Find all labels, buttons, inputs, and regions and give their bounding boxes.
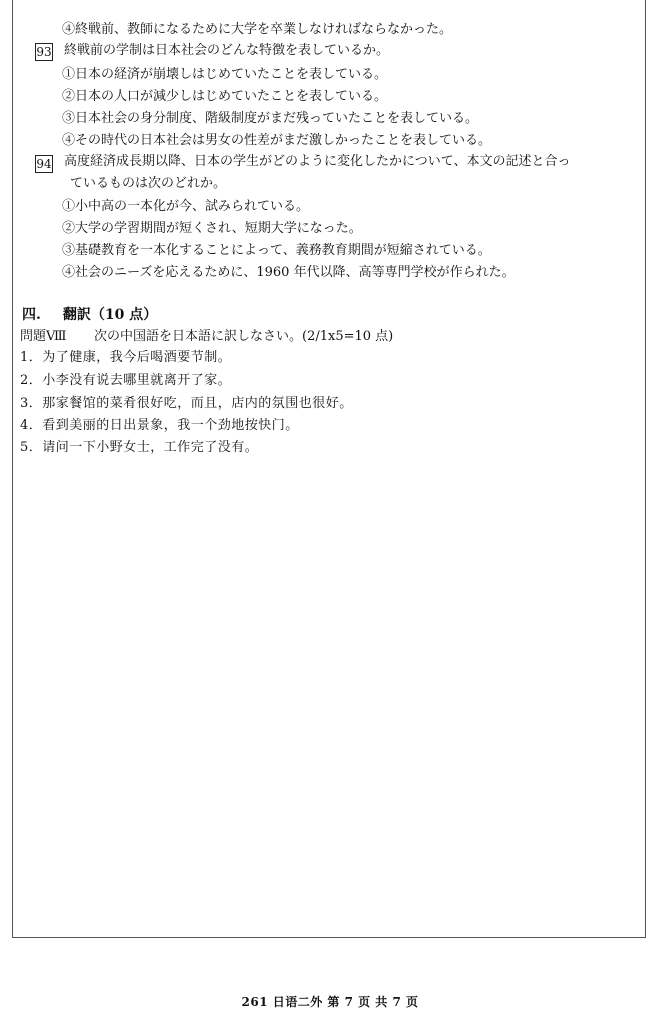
q93-option-3: ③日本社会の身分制度、階級制度がまだ残っていたことを表している。 — [62, 111, 479, 126]
q94-number-box: 94 — [36, 157, 52, 171]
q93-option-1: ①日本の経済が崩壊しはじめていたことを表している。 — [62, 67, 388, 82]
q94-option-3: ③基礎教育を一本化することによって、義務教育期間が短縮されている。 — [62, 243, 491, 258]
q94-question-line2: ているものは次のどれか。 — [70, 176, 227, 191]
section-number: 四. — [22, 307, 41, 323]
q94-option-1: ①小中高の一本化が今、試みられている。 — [62, 199, 310, 214]
translation-item-1: 1．为了健康，我今后喝酒要节制。 — [20, 350, 232, 365]
translation-item-4: 4．看到美丽的日出景象，我一个劲地按快门。 — [20, 418, 299, 433]
translation-item-3: 3．那家餐馆的菜肴很好吃，而且，店内的氛围也很好。 — [20, 396, 353, 411]
q93-number-box: 93 — [36, 45, 52, 59]
q93-option-2: ②日本の人口が減少しはじめていたことを表している。 — [62, 89, 388, 104]
translation-item-2: 2．小李没有说去哪里就离开了家。 — [20, 373, 232, 388]
q94-option-4: ④社会のニーズを応えるために、1960 年代以降、高等専門学校が作られた。 — [62, 265, 515, 280]
q93-question: 終戦前の学制は日本社会のどんな特徴を表しているか。 — [64, 43, 390, 58]
q92-option-4: ④終戦前、教師になるために大学を卒業しなければならなかった。 — [62, 22, 453, 37]
problem-label: 問題Ⅷ — [20, 329, 67, 344]
page-footer: 261 日语二外 第 7 页 共 7 页 — [241, 995, 419, 1009]
section-title: 翻訳（10 点） — [62, 307, 158, 323]
q94-question-line1: 高度経済成長期以降、日本の学生がどのように変化したかについて、本文の記述と合っ — [64, 154, 571, 169]
problem-instruction: 次の中国語を日本語に訳しなさい。(2/1x5=10 点) — [94, 329, 394, 344]
section-heading — [22, 305, 157, 325]
translation-item-5: 5．请问一下小野女士，工作完了没有。 — [20, 440, 259, 455]
q93-option-4: ④その時代の日本社会は男女の性差がまだ激しかったことを表している。 — [62, 133, 492, 148]
q94-option-2: ②大学の学習期間が短くされ、短期大学になった。 — [62, 221, 362, 236]
